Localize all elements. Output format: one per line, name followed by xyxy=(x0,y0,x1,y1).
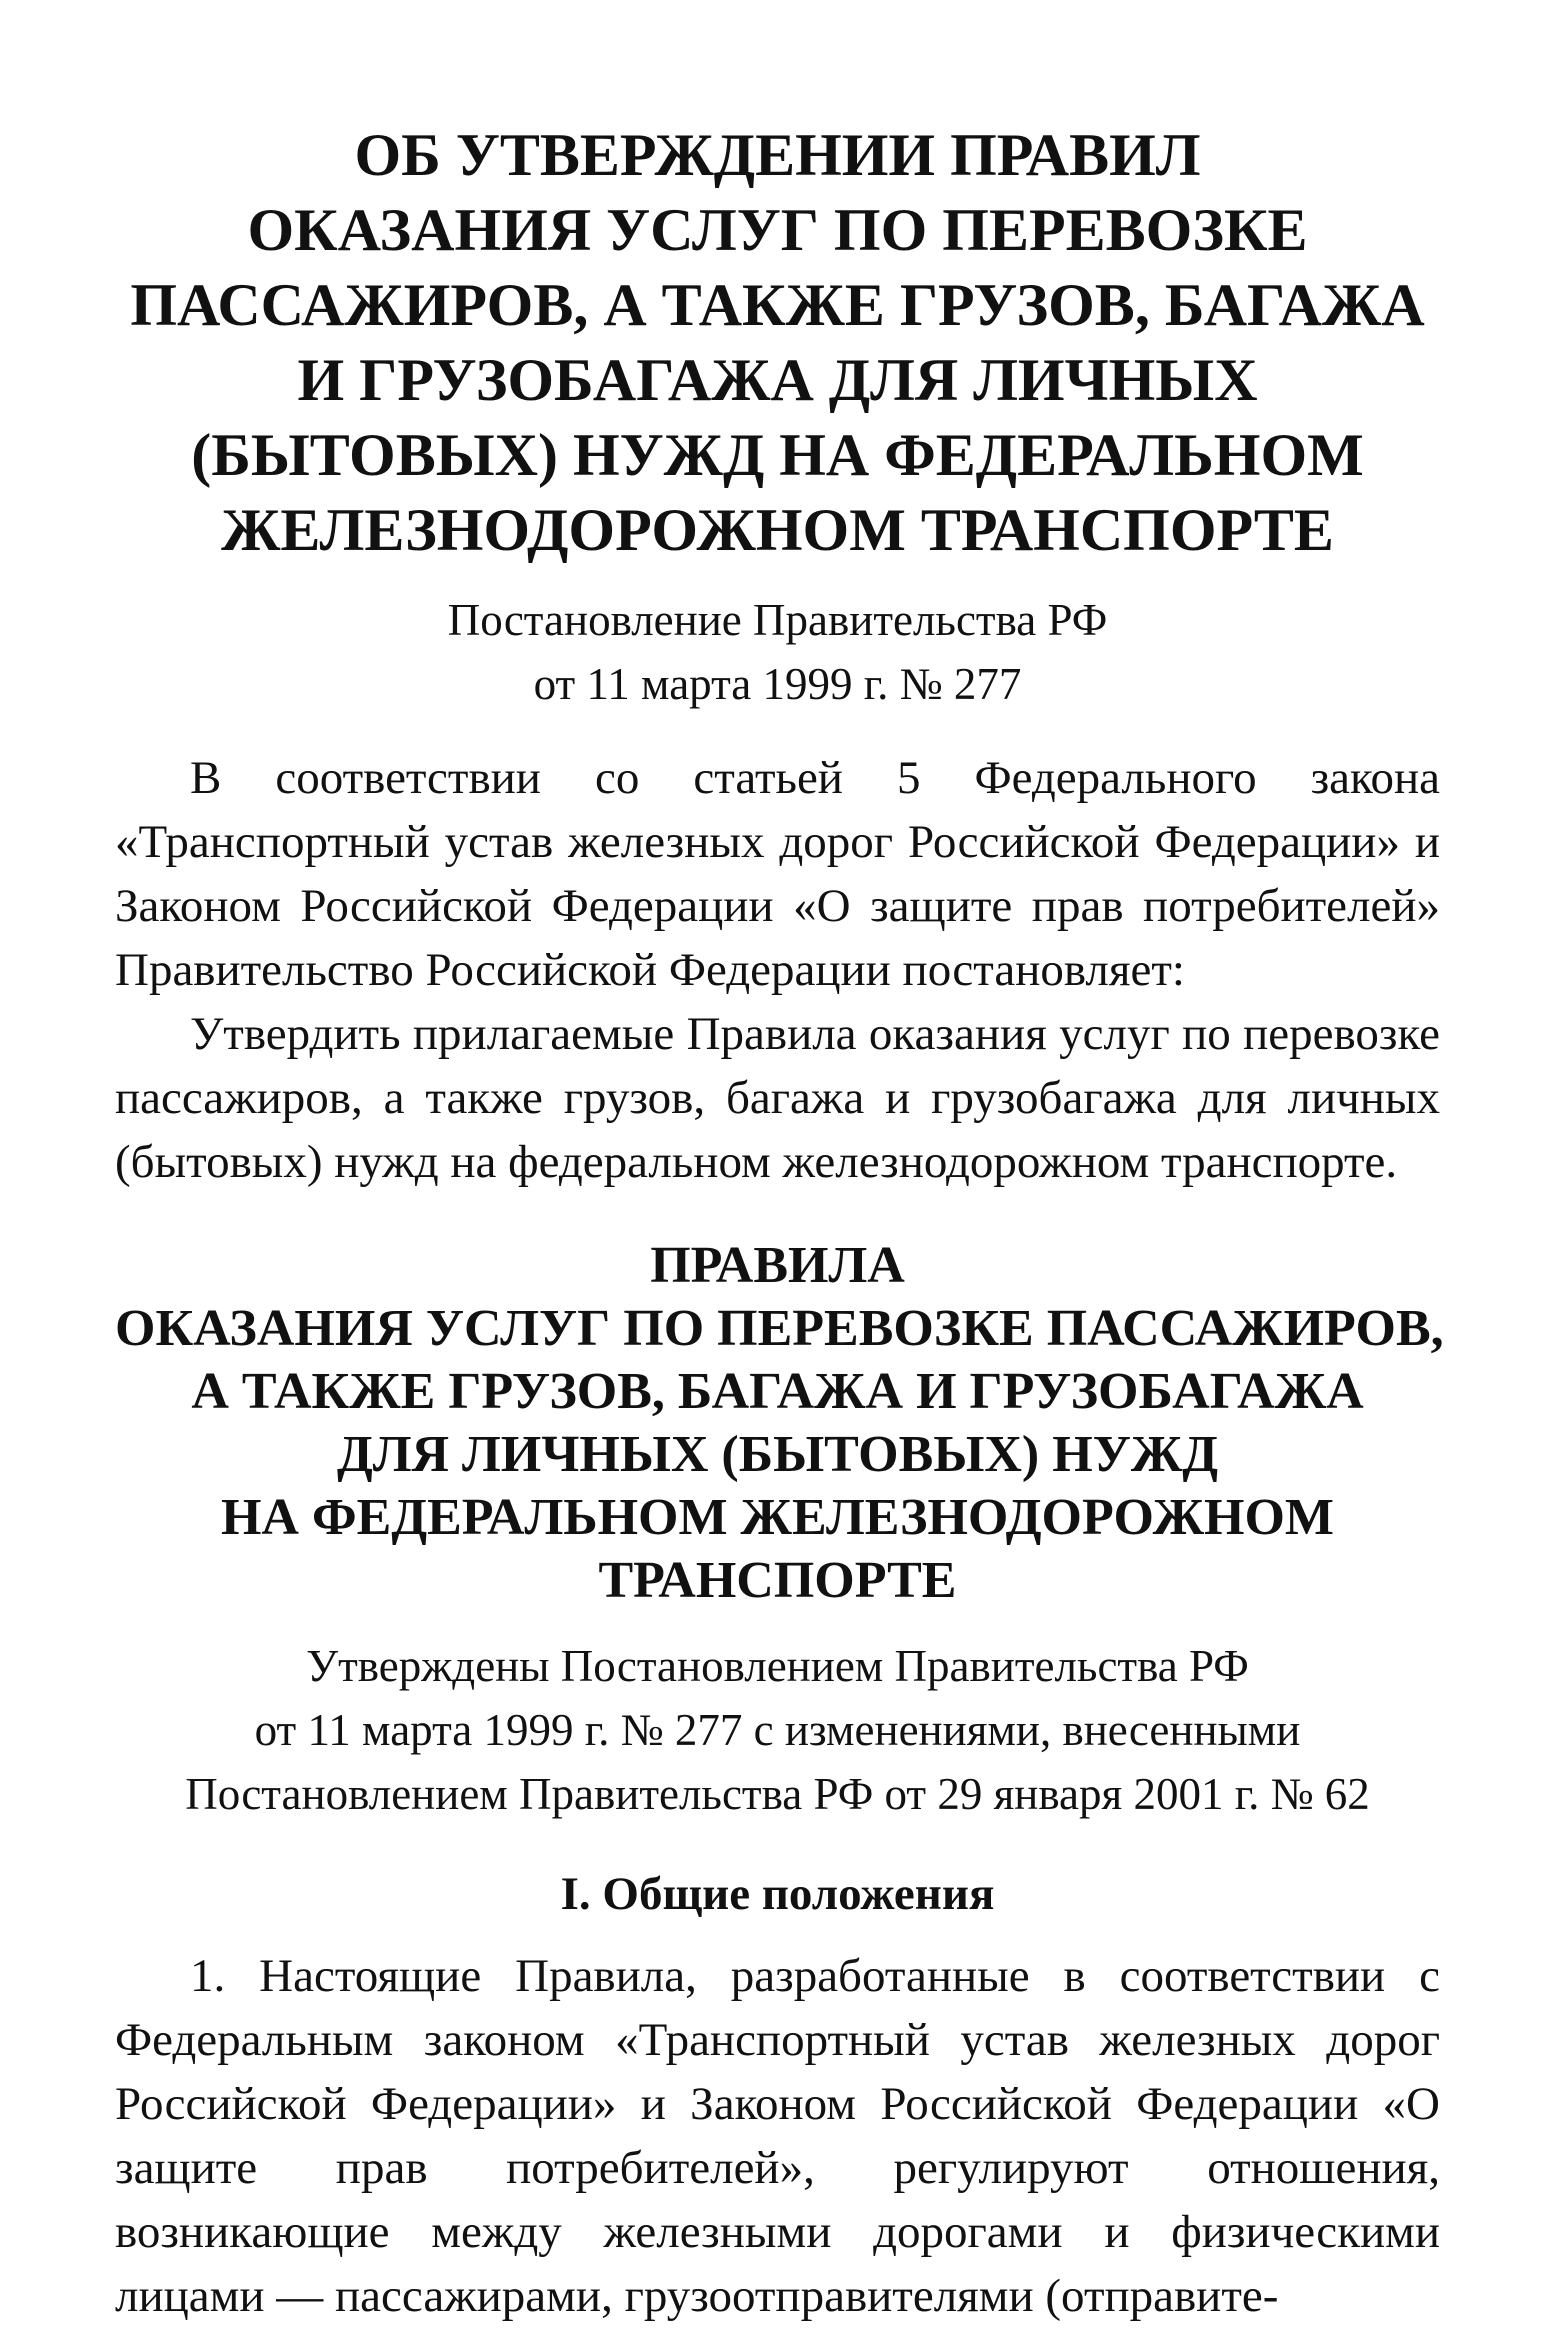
title-line: ОКАЗАНИЯ УСЛУГ ПО ПЕРЕВОЗКЕ xyxy=(247,197,1308,263)
approval-line: Постановлением Правительства РФ от 29 января 2001 г. № 62 xyxy=(185,1769,1370,1819)
clause-1: 1. Настоящие Правила, разработанные в соответствии с Федеральным законом «Транспортный устав железных дорог Российской Федерации» и Законом Российской Федерации «О защите прав потребителей», регулируют отношения, возникающие между железными дорогами и физическими лицами — пассажирами, грузоотправителями (отправите- xyxy=(115,1950,1440,2322)
title-line: И ГРУЗОБАГАЖА ДЛЯ ЛИЧНЫХ xyxy=(297,347,1258,413)
decree-reference xyxy=(115,588,1440,716)
document-title xyxy=(115,118,1440,568)
rules-title-line: ДЛЯ ЛИЧНЫХ (БЫТОВЫХ) НУЖД xyxy=(336,1426,1219,1483)
intro-paragraph: В соответствии со статьей 5 Федерального закона «Транспортный устав железных дорог Российской Федерации» и Законом Российской Федерации «О защите прав потребителей» Правительство Российской Федерации постановляет: xyxy=(115,752,1440,996)
decree-line: Постановление Правительства РФ xyxy=(447,595,1108,645)
section-heading: I. Общие положения xyxy=(560,1868,995,1920)
rules-title-line: ОКАЗАНИЯ УСЛУГ ПО ПЕРЕВОЗКЕ ПАССАЖИРОВ, xyxy=(115,1300,1444,1357)
rules-title-line: А ТАКЖЕ ГРУЗОВ, БАГАЖА И ГРУЗОБАГАЖА xyxy=(191,1363,1364,1420)
approval-note xyxy=(115,1634,1440,1826)
rules-title-line: НА ФЕДЕРАЛЬНОМ ЖЕЛЕЗНОДОРОЖНОМ xyxy=(220,1489,1335,1546)
approval-line: от 11 марта 1999 г. № 277 с изменениями, внесенными xyxy=(254,1705,1301,1755)
title-line: ЖЕЛЕЗНОДОРОЖНОМ ТРАНСПОРТЕ xyxy=(221,497,1334,563)
decree-line: от 11 марта 1999 г. № 277 xyxy=(533,659,1022,709)
document-page xyxy=(115,118,1444,2328)
rules-title-line: ПРАВИЛА xyxy=(650,1237,905,1294)
title-line: (БЫТОВЫХ) НУЖД НА ФЕДЕРАЛЬНОМ xyxy=(191,422,1364,488)
rules-title-line: ТРАНСПОРТЕ xyxy=(598,1552,957,1609)
resolution-paragraph: Утвердить прилагаемые Правила оказания услуг по перевозке пассажиров, а также грузов, багажа и грузобагажа для личных (бытовых) нужд на федеральном железнодорожном транспорте. xyxy=(115,1008,1440,1188)
rules-title xyxy=(115,1234,1444,1612)
title-line: ОБ УТВЕРЖДЕНИИ ПРАВИЛ xyxy=(354,122,1201,188)
approval-line: Утверждены Постановлением Правительства РФ xyxy=(306,1641,1249,1691)
title-line: ПАССАЖИРОВ, А ТАКЖЕ ГРУЗОВ, БАГАЖА xyxy=(130,272,1425,338)
